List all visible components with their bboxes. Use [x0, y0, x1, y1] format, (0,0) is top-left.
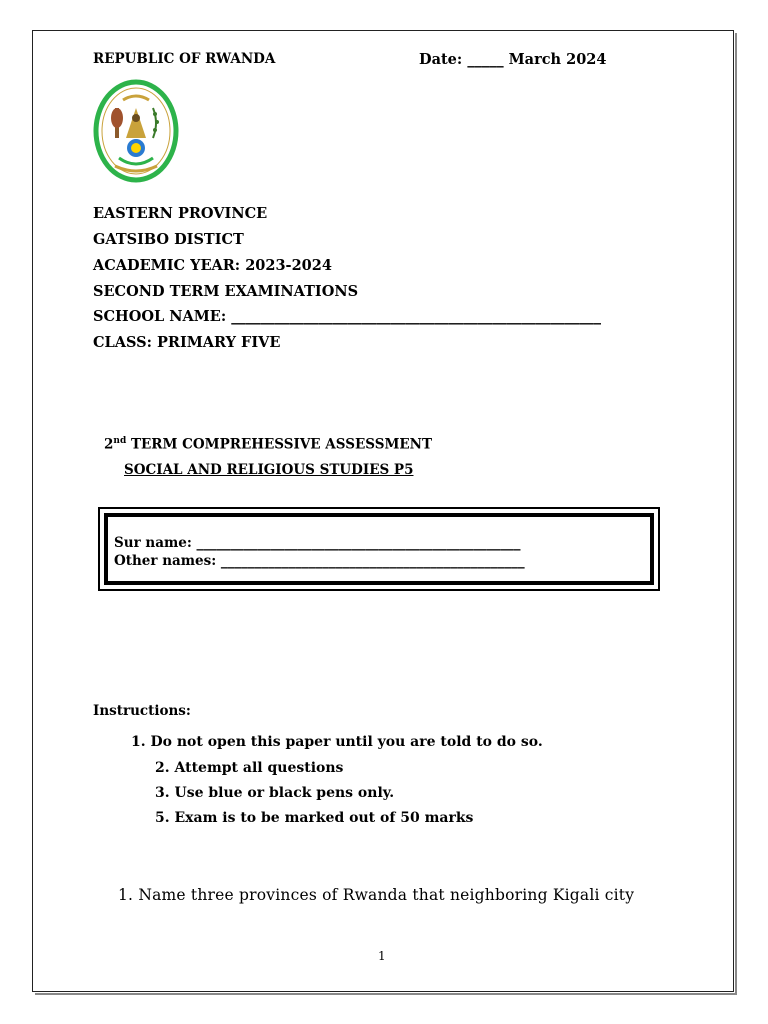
date-line: [419, 51, 607, 68]
other-names-field[interactable]: Other names: _____________________________________________: [114, 553, 525, 569]
class-label: CLASS: PRIMARY FIVE: [93, 334, 281, 351]
assessment-ordinal: 2: [104, 436, 114, 453]
instruction-item: 2. Attempt all questions: [155, 760, 344, 776]
subject-title: SOCIAL AND RELIGIOUS STUDIES P5: [124, 462, 414, 478]
page-number: 1: [378, 949, 386, 963]
province-label: EASTERN PROVINCE: [93, 205, 268, 222]
instructions-title: Instructions:: [93, 703, 191, 719]
surname-field[interactable]: Sur name: ________________________________________________: [114, 535, 521, 551]
assessment-title: [104, 436, 432, 453]
student-name-box: [98, 507, 660, 591]
date-value: March 2024: [508, 51, 607, 68]
date-label: Date:: [419, 51, 463, 68]
school-name-field[interactable]: SCHOOL NAME: ___________________________________________________: [93, 308, 601, 325]
exam-label: SECOND TERM EXAMINATIONS: [93, 283, 359, 300]
question-1: 1. Name three provinces of Rwanda that neighboring Kigali city: [118, 886, 635, 904]
rwanda-seal-logo: [93, 78, 179, 184]
date-blank: _____: [467, 51, 504, 68]
district-label: GATSIBO DISTICT: [93, 231, 244, 248]
instruction-item: 5. Exam is to be marked out of 50 marks: [155, 810, 474, 826]
country-heading: REPUBLIC OF RWANDA: [93, 51, 276, 67]
academic-year-label: ACADEMIC YEAR: 2023-2024: [93, 257, 332, 274]
instruction-item: 3. Use blue or black pens only.: [155, 785, 395, 801]
student-name-box-inner: [104, 513, 654, 585]
instruction-item: 1. Do not open this paper until you are told to do so.: [131, 734, 543, 750]
assessment-title-text: TERM COMPREHESSIVE ASSESSMENT: [130, 436, 433, 453]
assessment-ordinal-suffix: nd: [113, 436, 127, 446]
